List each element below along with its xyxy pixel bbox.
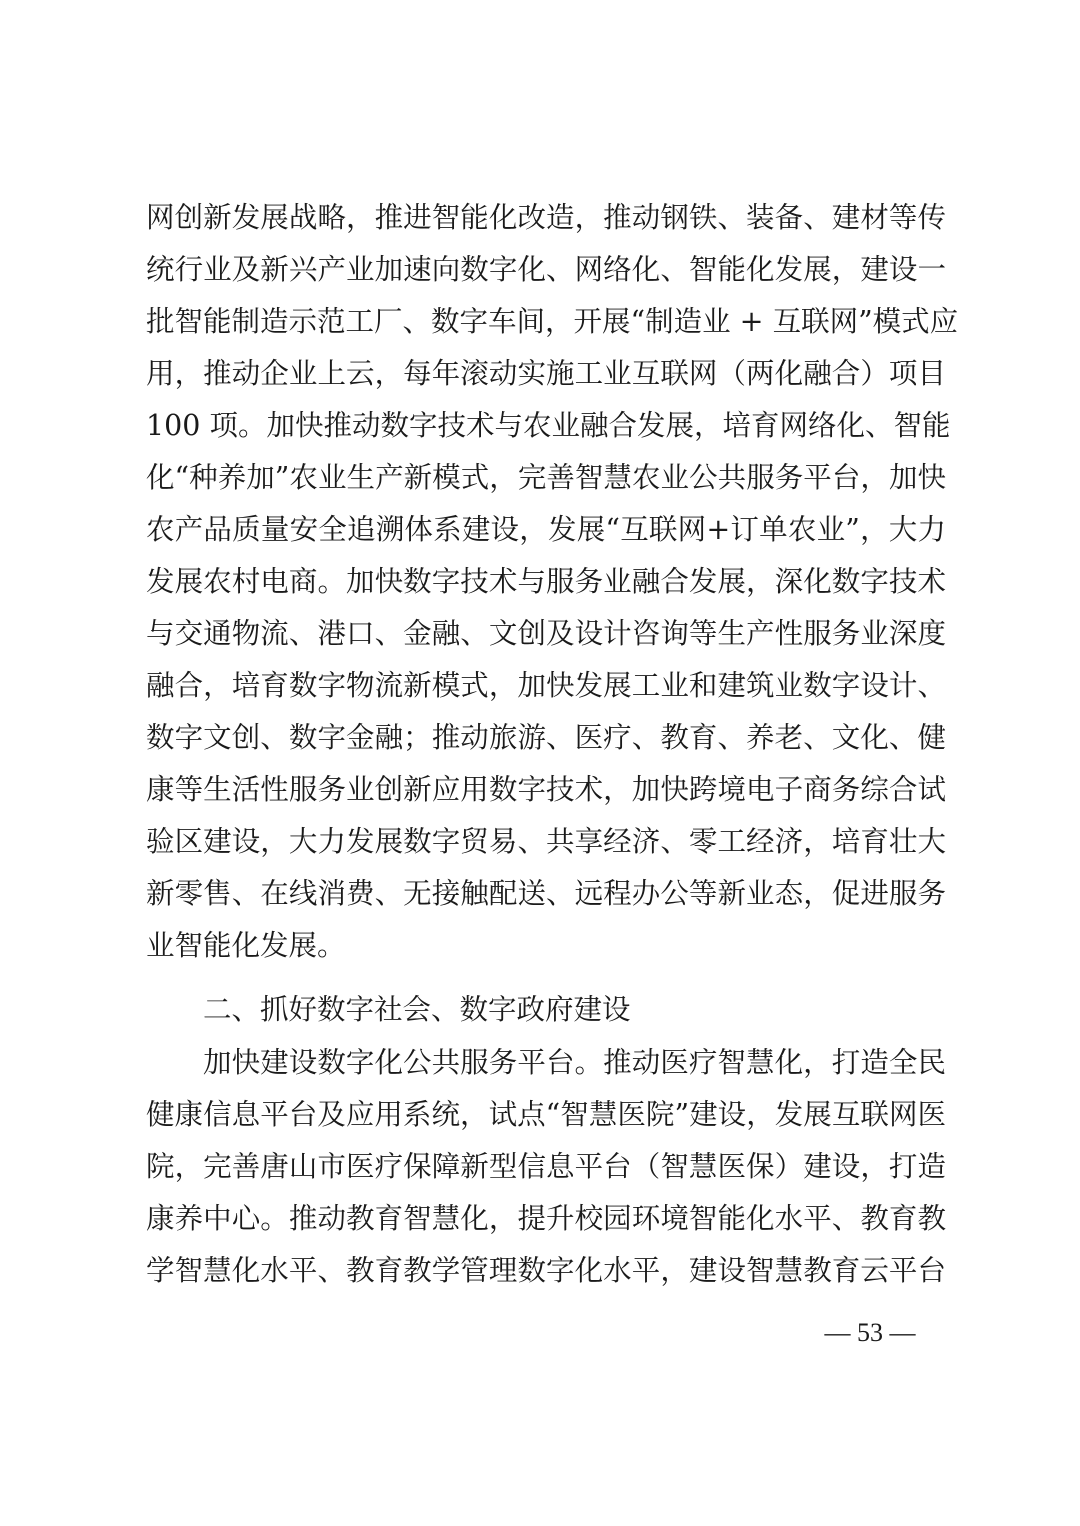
body-text-line: 化“种养加”农业生产新模式，完善智慧农业公共服务平台，加快 — [146, 461, 946, 494]
body-text-line: 健康信息平台及应用系统，试点“智慧医院”建设，发展互联网医 — [146, 1098, 946, 1131]
body-text-line: 用，推动企业上云，每年滚动实施工业互联网（两化融合）项目 — [146, 357, 946, 390]
body-text-line: 统行业及新兴产业加速向数字化、网络化、智能化发展，建设一 — [146, 253, 946, 286]
body-text-line: 学智慧化水平、教育教学管理数字化水平，建设智慧教育云平台 — [146, 1254, 946, 1287]
section-heading: 二、抓好数字社会、数字政府建设 — [203, 993, 631, 1026]
body-text-line: 网创新发展战略，推进智能化改造，推动钢铁、装备、建材等传 — [146, 201, 946, 234]
page-number: — 53 — — [824, 1318, 916, 1347]
body-text-line: 加快建设数字化公共服务平台。推动医疗智慧化，打造全民 — [203, 1046, 946, 1079]
body-text-line: 业智能化发展。 — [146, 929, 346, 962]
body-text-line: 院，完善唐山市医疗保障新型信息平台（智慧医保）建设，打造 — [146, 1150, 946, 1183]
body-text-line: 康养中心。推动教育智慧化，提升校园环境智能化水平、教育教 — [146, 1202, 946, 1235]
body-text-line: 验区建设，大力发展数字贸易、共享经济、零工经济，培育壮大 — [146, 825, 946, 858]
body-text-line: 与交通物流、港口、金融、文创及设计咨询等生产性服务业深度 — [146, 617, 946, 650]
body-text-line: 康等生活性服务业创新应用数字技术，加快跨境电子商务综合试 — [146, 773, 946, 806]
body-text-line: 批智能制造示范工厂、数字车间，开展“制造业 + 互联网”模式应 — [146, 305, 959, 338]
body-text-line: 发展农村电商。加快数字技术与服务业融合发展，深化数字技术 — [146, 565, 946, 598]
body-text-line: 100 项。加快推动数字技术与农业融合发展，培育网络化、智能 — [146, 409, 951, 442]
body-text-line: 新零售、在线消费、无接触配送、远程办公等新业态，促进服务 — [146, 877, 946, 910]
body-text-line: 数字文创、数字金融；推动旅游、医疗、教育、养老、文化、健 — [146, 721, 946, 754]
body-text-line: 农产品质量安全追溯体系建设，发展“互联网+订单农业”，大力 — [146, 513, 946, 546]
body-text-line: 融合，培育数字物流新模式，加快发展工业和建筑业数字设计、 — [146, 669, 946, 702]
